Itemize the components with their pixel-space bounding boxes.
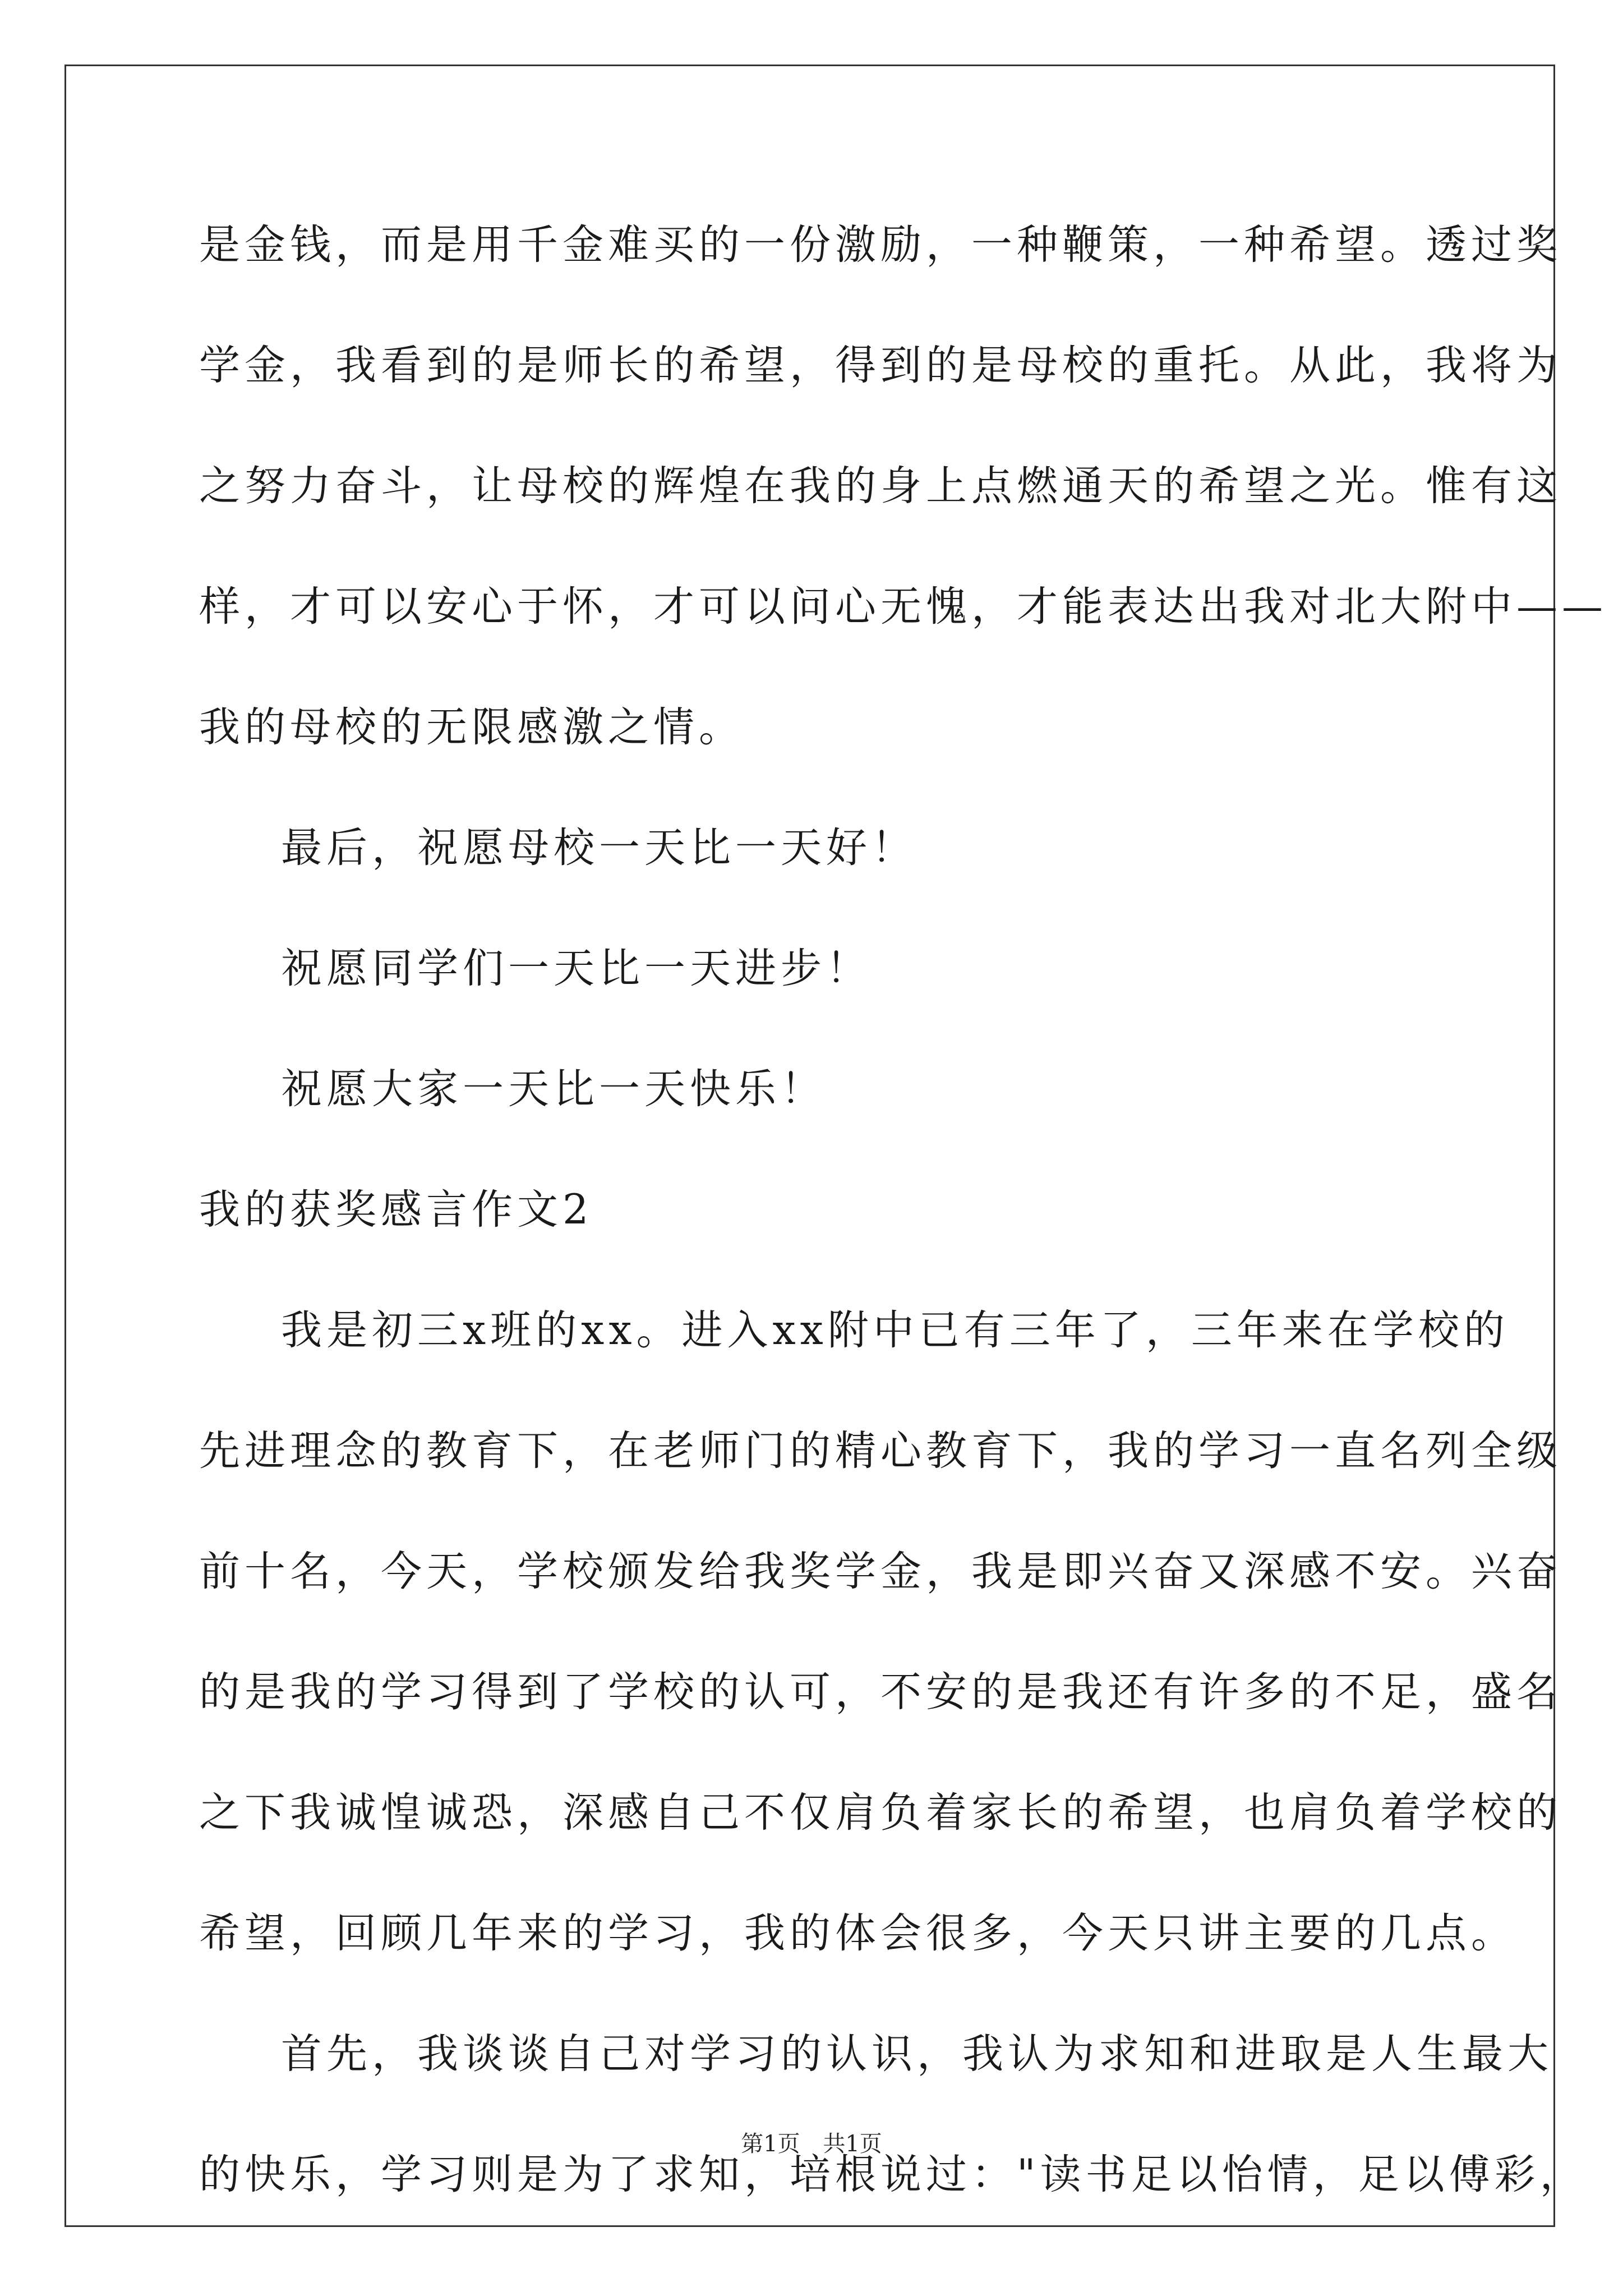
paragraph-line: 之努力奋斗，让母校的辉煌在我的身上点燃通天的希望之光。惟有这 bbox=[199, 462, 1562, 510]
paragraph-line: 首先，我谈谈自己对学习的认识，我认为求知和进取是人生最大 bbox=[281, 2030, 1553, 2078]
paragraph-line: 的快乐，学习则是为了求知，培根说过："读书足以怡情，足以傅彩， bbox=[199, 2151, 1585, 2198]
paragraph-line: 之下我诚惶诚恐，深感自己不仅肩负着家长的希望，也肩负着学校的 bbox=[199, 1789, 1562, 1837]
paragraph-line: 祝愿大家一天比一天快乐！ bbox=[281, 1065, 826, 1113]
paragraph-line: 祝愿同学们一天比一天进步！ bbox=[281, 945, 872, 992]
section-heading: 我的获奖感言作文2 bbox=[199, 1186, 593, 1234]
paragraph-line: 先进理念的教育下，在老师门的精心教育下，我的学习一直名列全级 bbox=[199, 1427, 1562, 1475]
paragraph-line: 前十名，今天，学校颁发给我奖学金，我是即兴奋又深感不安。兴奋 bbox=[199, 1548, 1562, 1595]
paragraph-line: 最后，祝愿母校一天比一天好！ bbox=[281, 824, 917, 872]
paragraph-line: 学金，我看到的是师长的希望，得到的是母校的重托。从此，我将为 bbox=[199, 342, 1562, 389]
paragraph-line: 样，才可以安心于怀，才可以问心无愧，才能表达出我对北大附中—— bbox=[199, 583, 1607, 631]
paragraph-line: 我是初三x班的xx。进入xx附中已有三年了，三年来在学校的 bbox=[281, 1306, 1509, 1354]
page-number-total: 共1页 bbox=[823, 2131, 882, 2157]
paragraph-line: 希望，回顾几年来的学习，我的体会很多，今天只讲主要的几点。 bbox=[199, 1910, 1516, 1957]
paragraph-line: 我的母校的无限感激之情。 bbox=[199, 703, 744, 751]
page-footer bbox=[0, 2133, 1623, 2155]
page-number-current: 第1页 bbox=[741, 2131, 800, 2157]
paragraph-line: 的是我的学习得到了学校的认可，不安的是我还有许多的不足，盛名 bbox=[199, 1668, 1562, 1716]
paragraph-line: 是金钱，而是用千金难买的一份激励，一种鞭策，一种希望。透过奖 bbox=[199, 221, 1562, 269]
